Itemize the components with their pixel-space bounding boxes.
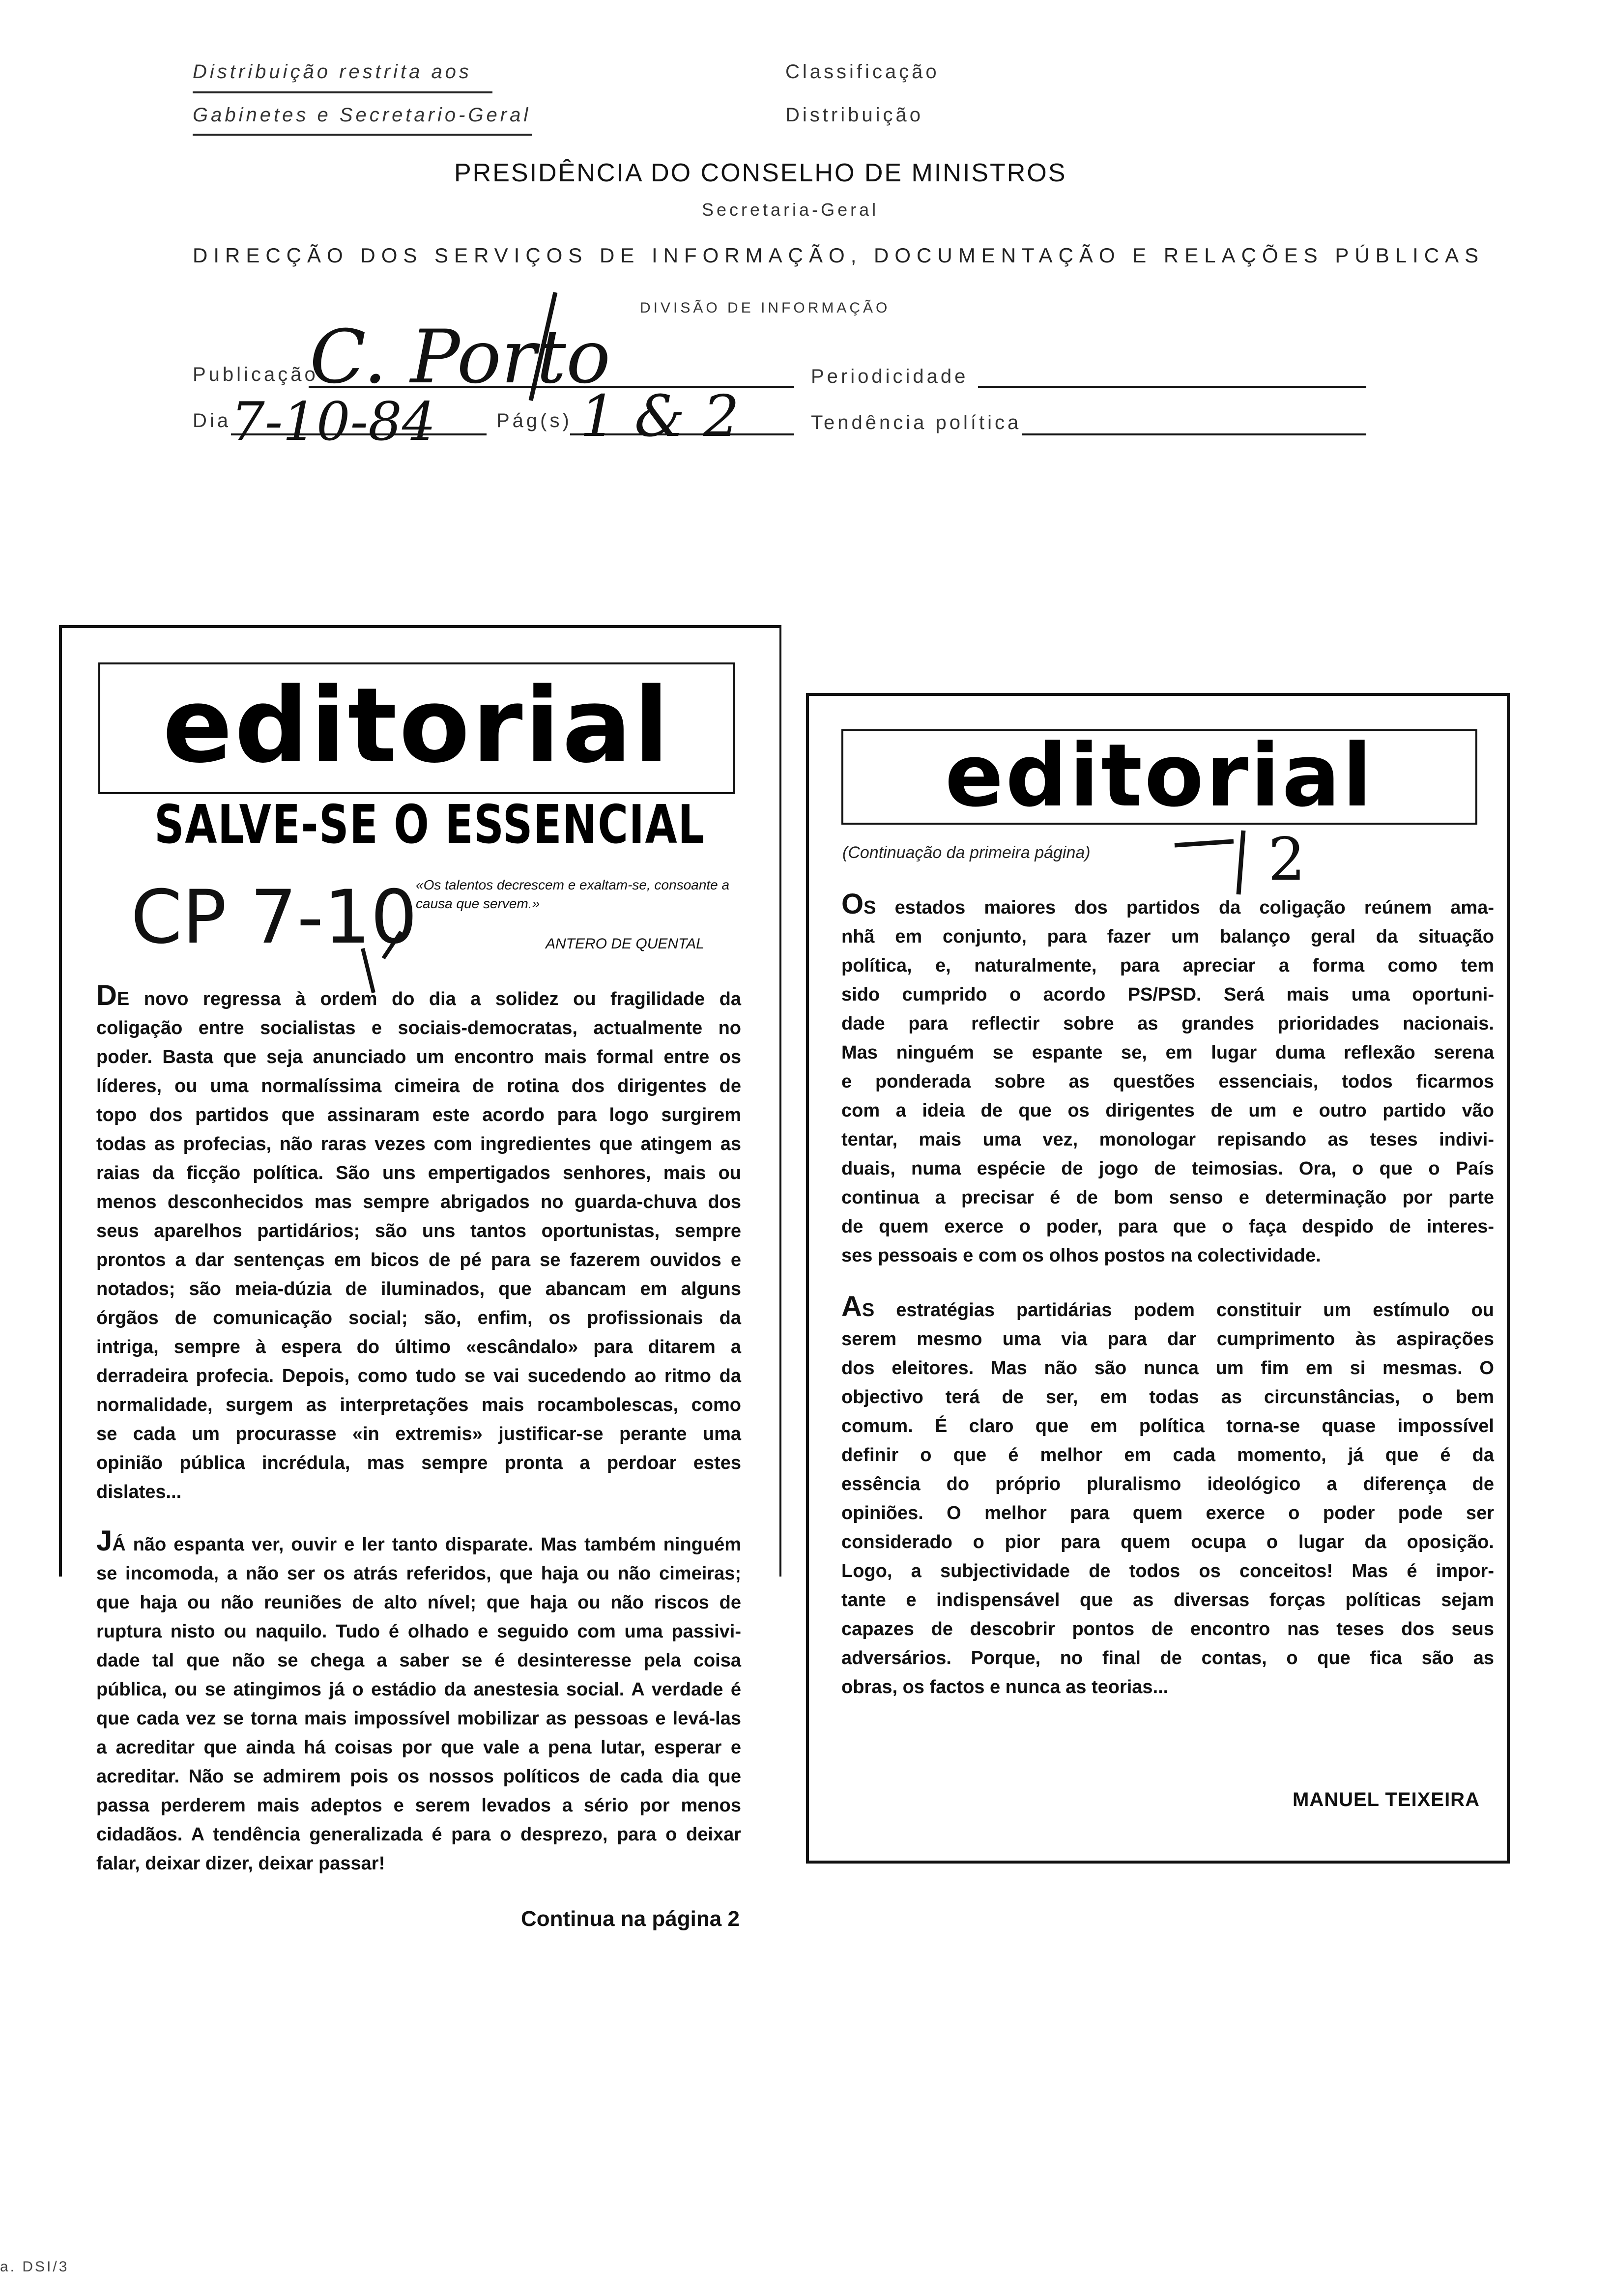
- directorate-line: DIRECÇÃO DOS SERVIÇOS DE INFORMAÇÃO, DOCUMENTAÇÃO E RELAÇÕES PÚBLICAS: [193, 244, 1485, 267]
- right-author-signature: MANUEL TEIXEIRA: [1293, 1789, 1480, 1810]
- left-paragraph-2-line: falar, deixar dizer, deixar passar!: [96, 1853, 385, 1874]
- periodicity-label: Periodicidade: [811, 366, 969, 387]
- left-article-body: [96, 981, 741, 1878]
- right-paragraph-2-line: obras, os factos e nunca as teorias...: [841, 1677, 1169, 1697]
- right-paragraph-1-line: com a ideia de que os dirigentes de um e outro partido vão: [841, 1100, 1494, 1121]
- header-underline-1: [193, 91, 492, 93]
- left-paragraph-2-line: dade tal que não se chega a saber se é desinteresse pela coisa: [96, 1650, 741, 1671]
- left-paragraph-1-line: intriga, sempre à espera do último «escândalo» para ditarem a: [96, 1337, 741, 1357]
- right-editorial-banner: editorial: [841, 729, 1477, 825]
- right-handwritten-page-number: 2: [1268, 826, 1306, 894]
- pages-handwritten-value: 1 & 2: [580, 383, 740, 450]
- classification-label: Classificação: [785, 61, 940, 83]
- left-paragraph-2-line-1: JÁ não espanta ver, ouvir e ler tanto disparate. Mas também ninguém: [96, 1525, 741, 1557]
- left-paragraph-1-line: notados; são meia-dúzia de iluminados, que abancam em alguns: [96, 1279, 741, 1299]
- left-epigraph: «Os talentos decrescem e exaltam-se, consoante a causa que servem.»: [416, 877, 730, 911]
- right-paragraph-2-line: considerado o pior para quem ocupa o lugar da oposição.: [841, 1532, 1494, 1552]
- left-paragraph-2-line: a acreditar que ainda há coisas por que vale a pena lutar, esperar e: [96, 1737, 741, 1758]
- left-paragraph-2-line: passa perderem mais adeptos e serem levados a sério por menos: [96, 1795, 741, 1816]
- left-handwritten-note: CP 7-10: [131, 875, 418, 960]
- left-continued-note: Continua na página 2: [521, 1907, 740, 1931]
- right-paragraph-1-line: nhã em conjunto, para fazer um balanço geral da situação: [841, 926, 1494, 947]
- left-paragraph-1-line: seus aparelhos partidários; são uns tantos oportunistas, sempre: [96, 1221, 741, 1241]
- right-paragraph-1-line-1: OS estados maiores dos partidos da coligação reúnem ama-: [841, 888, 1494, 920]
- right-article-body: [841, 890, 1494, 1702]
- right-paragraph-2-line: opiniões. O melhor para quem exerce o poder pode ser: [841, 1503, 1494, 1523]
- distribution-restricted-line1: Distribuição restrita aos: [193, 61, 472, 83]
- left-paragraph-1-line: normalidade, surgem as interpretações mais rocambolescas, como: [96, 1395, 741, 1415]
- right-paragraph-2-line: essência do próprio pluralismo ideológico a diferença de: [841, 1474, 1494, 1494]
- left-headline: SALVE-SE O ESSENCIAL: [154, 794, 705, 856]
- right-continuation-note: (Continuação da primeira página): [842, 843, 1091, 862]
- left-paragraph-2-line: que haja ou não reuniões de alto nível; que haja ou não riscos de: [96, 1592, 741, 1613]
- day-line: [231, 433, 487, 435]
- left-paragraph-2-line: cidadãos. A tendência generalizada é para o desprezo, para o deixar: [96, 1824, 741, 1845]
- right-paragraph-1-line: duais, numa espécie de jogo de teimosias. Ora, o que o País: [841, 1158, 1494, 1179]
- page-title: PRESIDÊNCIA DO CONSELHO DE MINISTROS: [454, 159, 1067, 187]
- header-underline-2: [193, 134, 532, 136]
- right-paragraph-1-line: de quem exerce o poder, para que o faça despido de interes-: [841, 1216, 1494, 1237]
- right-paragraph-1-line: ses pessoais e com os olhos postos na colectividade.: [841, 1245, 1321, 1266]
- right-paragraph-2-line: objectivo terá de ser, em todas as circunstâncias, o bem: [841, 1387, 1494, 1407]
- left-paragraph-1-line: menos desconhecidos mas sempre abrigados no guarda-chuva dos: [96, 1192, 741, 1212]
- right-paragraph-2-line: dos eleitores. Mas não são nunca um fim em si mesmas. O: [841, 1358, 1494, 1378]
- day-handwritten-value: 7-10-84: [231, 391, 436, 453]
- day-label: Dia: [193, 410, 231, 431]
- left-paragraph-2-line: ruptura nisto ou naquilo. Tudo é olhado e seguido com uma passivi-: [96, 1621, 741, 1642]
- division-line: DIVISÃO DE INFORMAÇÃO: [640, 300, 891, 316]
- left-paragraph-1-line: poder. Basta que seja anunciado um encontro mais formal entre os: [96, 1047, 741, 1067]
- handwritten-slash-mark: [521, 290, 565, 403]
- political-tendency-label: Tendência política: [811, 412, 1022, 433]
- right-paragraph-1-line: continua a precisar é de bom senso e determinação por parte: [841, 1187, 1494, 1208]
- distribution-restricted-line2: Gabinetes e Secretario-Geral: [193, 104, 531, 126]
- periodicity-line: [978, 386, 1366, 388]
- right-paragraph-1-line: e ponderada sobre as questões essenciais, todos ficarmos: [841, 1071, 1494, 1092]
- left-editorial-banner: editorial: [98, 662, 735, 794]
- left-paragraph-1-line: topo dos partidos que assinaram este acordo para logo surgirem: [96, 1105, 741, 1125]
- right-paragraph-1-line: Mas ninguém se espante se, em lugar duma reflexão serena: [841, 1042, 1494, 1063]
- pages-line: [570, 433, 794, 435]
- right-paragraph-2-line: tante e indispensável que as diversas forças políticas sejam: [841, 1590, 1494, 1610]
- left-paragraph-1-line-1: DE novo regressa à ordem do dia a solidez ou fragilidade da: [96, 979, 741, 1011]
- left-paragraph-1-line: derradeira profecia. Depois, como tudo se vai sucedendo ao ritmo da: [96, 1366, 741, 1386]
- left-paragraph-2-line: acreditar. Não se admirem pois os nossos políticos de cada dia que: [96, 1766, 741, 1787]
- right-paragraph-2-line: comum. É claro que em política torna-se quase impossível: [841, 1416, 1494, 1436]
- left-paragraph-2-line: pública, ou se atingimos já o estádio da anestesia social. A verdade é: [96, 1679, 741, 1700]
- right-paragraph-2-line-1: AS estratégias partidárias podem constituir um estímulo ou: [841, 1291, 1494, 1322]
- left-paragraph-2-line: que cada vez se torna mais impossível mobilizar as pessoas e levá-las: [96, 1708, 741, 1729]
- left-drop-cap-1: D: [96, 979, 117, 1011]
- right-paragraph-2-line: definir o que é melhor em cada momento, já que é da: [841, 1445, 1494, 1465]
- left-epigraph-author: ANTERO DE QUENTAL: [546, 936, 704, 952]
- right-paragraph-2-line: Logo, a subjectividade de todos os conceitos! Mas é impor-: [841, 1561, 1494, 1581]
- right-paragraph-1-line: dade para reflectir sobre as grandes prioridades nacionais.: [841, 1013, 1494, 1034]
- distribution-label: Distribuição: [785, 104, 923, 126]
- left-paragraph-1-line: líderes, ou uma normalíssima cimeira de rotina dos dirigentes de: [96, 1076, 741, 1096]
- left-paragraph-1-line: prontos a dar sentenças em bicos de pé para se fazerem ouvidos e: [96, 1250, 741, 1270]
- right-paragraph-1-line: política, e, naturalmente, para apreciar a forma como tem: [841, 955, 1494, 976]
- left-paragraph-1-line: se cada um procurasse «in extremis» justificar-se perante uma: [96, 1424, 741, 1444]
- right-drop-cap-1: O: [841, 888, 864, 920]
- political-tendency-line: [1022, 433, 1366, 435]
- right-paragraph-2-line: capazes de descobrir pontos de encontro nas teses dos seus: [841, 1619, 1494, 1639]
- page-subtitle: Secretaria-Geral: [702, 200, 879, 220]
- right-paragraph-1-line: sido cumprido o acordo PS/PSD. Será mais uma oportuni-: [841, 984, 1494, 1005]
- left-paragraph-1-line: coligação entre socialistas e sociais-democratas, actualmente no: [96, 1018, 741, 1038]
- right-paragraph-2-line: serem mesmo uma via para dar cumprimento às aspirações: [841, 1329, 1494, 1349]
- left-drop-cap-2: J: [96, 1525, 113, 1557]
- left-paragraph-2-line: se incomoda, a não ser os atrás referidos, que haja ou não cimeiras;: [96, 1563, 741, 1584]
- publication-handwritten-value: C. Porto: [310, 315, 611, 400]
- right-drop-cap-2: A: [841, 1291, 862, 1322]
- left-paragraph-1-line: todas as profecias, não raras vezes com ingredientes que atingem as: [96, 1134, 741, 1154]
- right-paragraph-1-line: tentar, mais uma vez, monologar repisando as teses indivi-: [841, 1129, 1494, 1150]
- left-paragraph-1-line: órgãos de comunicação social; são, enfim, os profissionais da: [96, 1308, 741, 1328]
- publication-label: Publicação: [193, 364, 318, 385]
- left-paragraph-1-line: opinião pública incrédula, mas sempre pronta a perdoar estes: [96, 1453, 741, 1473]
- form-code: a. DSI/3: [0, 2259, 69, 2275]
- pages-label: Pág(s): [496, 410, 572, 431]
- left-paragraph-1-line: dislates...: [96, 1482, 182, 1502]
- right-paragraph-2-line: adversários. Porque, no final de contas, o que fica são as: [841, 1648, 1494, 1668]
- left-paragraph-1-line: raias da ficção política. São uns empertigados senhores, mais ou: [96, 1163, 741, 1183]
